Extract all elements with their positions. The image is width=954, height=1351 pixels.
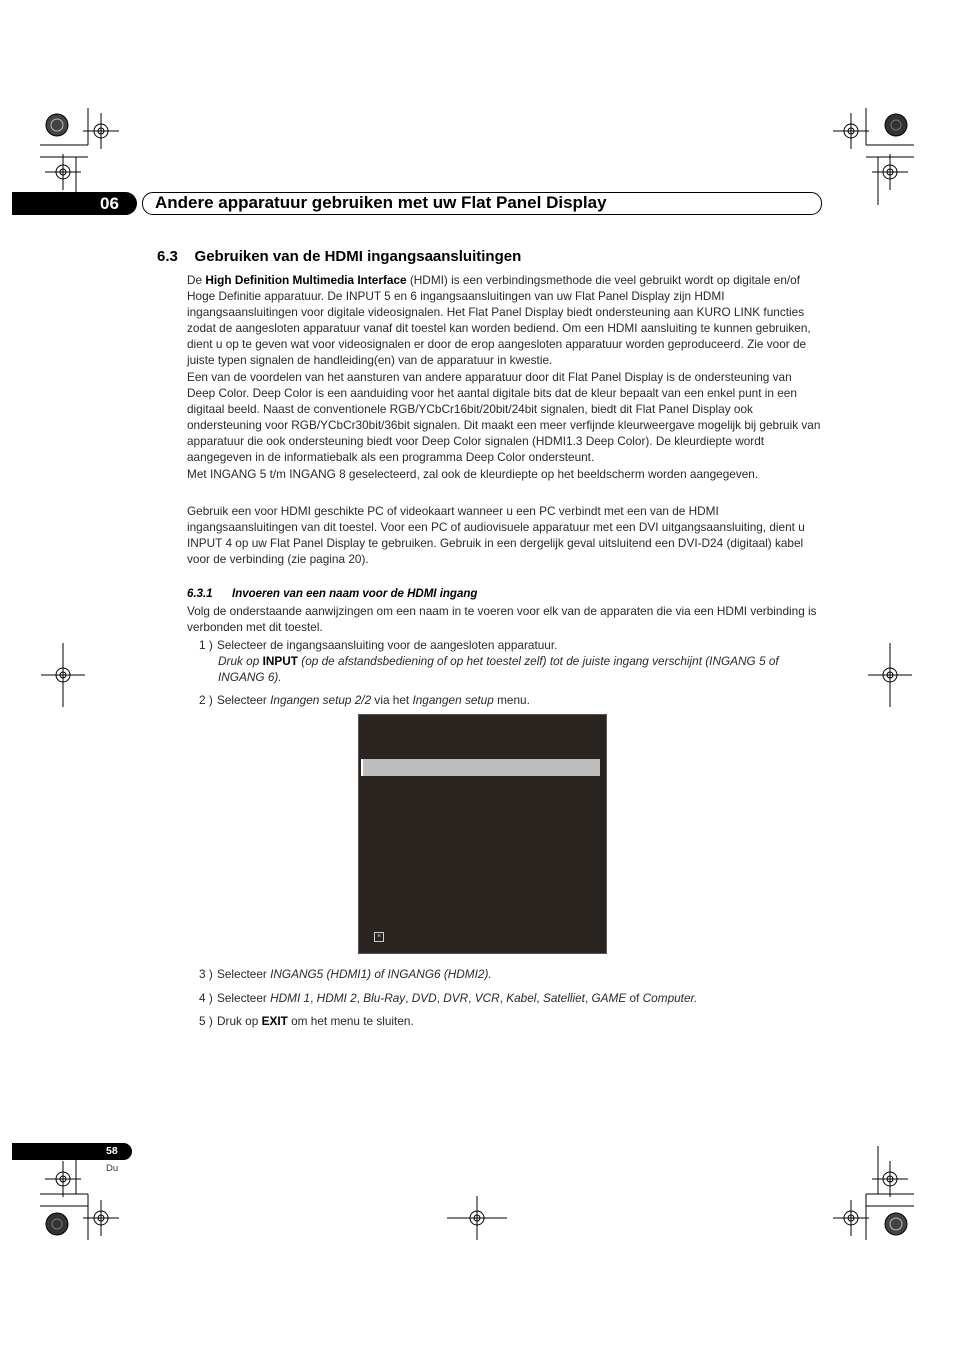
- separator: ,: [499, 991, 507, 1005]
- device-option: DVD: [411, 991, 437, 1005]
- paragraph-color-depth: Met INGANG 5 t/m INGANG 8 geselecteerd, zal ook de kleurdiepte op het beeldscherm worden aangegeven.: [187, 467, 759, 481]
- device-option: Blu-Ray: [363, 991, 406, 1005]
- device-option: Satelliet: [542, 991, 585, 1005]
- device-option: DVR: [443, 991, 469, 1005]
- paragraph-pc-connection: Gebruik een voor HDMI geschikte PC of videokaart wanneer u een PC verbindt met een van de HDMI ingangsaansluitingen van dit toestel. Voor een PC of audiovisuele apparatuur met een DVI uitgangsaansluiting, dient u INPUT 4 op uw Flat Panel Display te gebruiken. Gebruik in een dergelijk geval uitsluitend een DVI-D24 (digitaal) kabel voor de verbinding (zie pagina 20).: [187, 504, 805, 566]
- note-text: (op de afstandsbediening of op het toestel zelf) tot de juiste ingang verschijnt (INGANG 5 of INGANG 6).: [218, 654, 779, 684]
- device-option: VCR: [474, 991, 500, 1005]
- subsection-intro: Volg de onderstaande aanwijzingen om een naam in te voeren voor elk van de apparaten die via een HDMI verbinding is verbonden met dit toestel.: [187, 604, 817, 634]
- subsection-title: Invoeren van een naam voor de HDMI ingang: [232, 588, 478, 600]
- paragraph-hdmi-intro: [187, 272, 822, 368]
- menu-cursor: [361, 759, 363, 776]
- step-text: Druk op: [217, 1014, 262, 1028]
- step-index: 4 ): [199, 991, 213, 1005]
- hdmi-term: High Definition Multimedia Interface: [205, 273, 407, 287]
- step-index: 2 ): [199, 693, 213, 707]
- device-option: Kabel: [506, 991, 537, 1005]
- step-5: [199, 1013, 414, 1029]
- menu-screenshot: [358, 714, 607, 954]
- step-text: menu.: [493, 693, 530, 707]
- device-option: Computer.: [642, 991, 698, 1005]
- subsection-heading: [187, 588, 477, 600]
- step-2: [199, 692, 530, 708]
- step-index: 1 ): [199, 638, 213, 652]
- chapter-title: Andere apparatuur gebruiken met uw Flat Panel Display: [155, 193, 607, 212]
- step-index: 3 ): [199, 967, 213, 981]
- note-text: Druk op: [218, 654, 263, 668]
- separator: ,: [356, 991, 364, 1005]
- step-text: Selecteer: [217, 967, 271, 981]
- exit-key: EXIT: [261, 1014, 288, 1028]
- chapter-number: 06: [100, 194, 119, 213]
- step-index: 5 ): [199, 1014, 213, 1028]
- step-text: of: [626, 991, 643, 1005]
- section-number: 6.3: [157, 248, 178, 265]
- device-option: HDMI 1: [270, 991, 311, 1005]
- separator: ,: [310, 991, 317, 1005]
- section-heading: [157, 248, 521, 265]
- separator: ,: [436, 991, 444, 1005]
- separator: ,: [468, 991, 475, 1005]
- close-box-icon: ×: [374, 932, 384, 942]
- step-text: via het: [371, 693, 413, 707]
- step-text: Selecteer: [217, 991, 271, 1005]
- page-number: 58: [106, 1145, 118, 1157]
- subsection-number: 6.3.1: [187, 588, 213, 600]
- menu-name: Ingangen setup: [412, 693, 494, 707]
- menu-name: Ingangen setup 2/2: [270, 693, 372, 707]
- device-option: GAME: [591, 991, 627, 1005]
- menu-highlight-bar: [361, 759, 600, 776]
- step-1: [199, 637, 557, 653]
- section-title: Gebruiken van de HDMI ingangsaansluitingen: [194, 248, 522, 265]
- separator: ,: [405, 991, 412, 1005]
- paragraph-text: De: [187, 273, 206, 287]
- step-4: [199, 990, 697, 1006]
- step-text: Selecteer de ingangsaansluiting voor de aangesloten apparatuur.: [217, 638, 558, 652]
- device-option: HDMI 2: [316, 991, 357, 1005]
- step-text: Selecteer: [217, 693, 271, 707]
- paragraph-deep-color: Een van de voordelen van het aansturen van andere apparatuur door dit Flat Panel Display is de ondersteuning van Deep Color. Deep Color is een aanduiding voor het aantal digitale bits dat de kleur bepaalt van een enkel punt in een digitaal beeld. Naast de conventionele RGB/YCbCr16bit/20bit/24bit signalen, biedt dit Flat Panel Display ook ondersteuning voor RGB/YCbCr30bit/36bit signalen. Dit maakt een meer verfijnde kleurweergave mogelijk bij gebruik van apparatuur die ook ondersteuning biedt voor Deep Color signalen (HDMI1.3 Deep Color). De kleurdiepte wordt aangegeven in de informatiebalk als een programma Deep Color ondersteunt.: [187, 370, 821, 464]
- step-3: [199, 966, 492, 982]
- input-options: INGANG5 (HDMI1) of INGANG6 (HDMI2).: [270, 967, 492, 981]
- page-language: Du: [106, 1163, 119, 1174]
- paragraph-text: (HDMI) is een verbindingsmethode die veel gebruikt wordt op digitale en/of Hoge Definitie apparatuur. De INPUT 5 en 6 ingangsaansluitingen van uw Flat Panel Display zijn HDMI ingangsaansluitingen voor digitale videosignalen. Het Flat Panel Display biedt ondersteuning aan KURO LINK functies zodat de aangesloten apparatuur vanaf dit toestel kan worden bediend. Om een HDMI aansluiting te kunnen gebruiken, dient u op te geven wat voor videosignalen er door de erop aangesloten apparatuur worden geproduceerd. Zie voor de juiste typen signalen de handleiding(en) van de apparatuur in kwestie.: [187, 273, 811, 367]
- step-1-note: [218, 653, 828, 685]
- separator: ,: [536, 991, 543, 1005]
- input-key: INPUT: [262, 654, 298, 668]
- separator: ,: [584, 991, 592, 1005]
- step-text: om het menu te sluiten.: [287, 1014, 414, 1028]
